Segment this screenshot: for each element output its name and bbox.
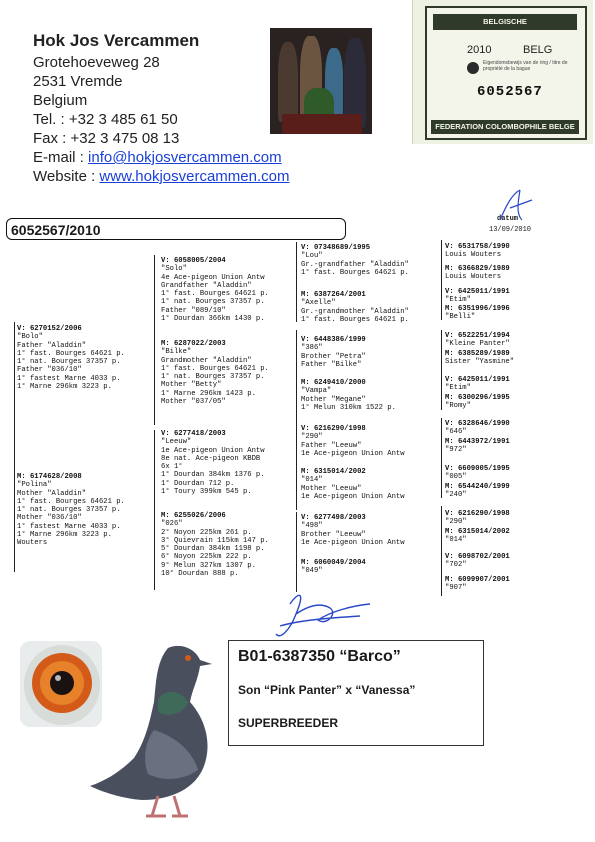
website-row bbox=[33, 167, 289, 186]
info-line: "Kleine Panter" bbox=[445, 340, 510, 349]
info-line: "Bolo" bbox=[17, 333, 43, 342]
info-line: Father "089/10" bbox=[161, 306, 226, 315]
gen4-mother bbox=[445, 438, 510, 455]
info-line: "Vampa" bbox=[301, 387, 332, 396]
info-line: Grandmother "Aladdin" bbox=[161, 356, 252, 365]
pigeon-title: B01-6387350 “Barco” bbox=[238, 648, 401, 665]
ring-line: V: 6425011/1991 bbox=[445, 288, 510, 296]
gen3-father bbox=[301, 336, 366, 369]
ring-line: V: 6531758/1990 bbox=[445, 243, 510, 251]
info-line: Mother "Megane" bbox=[301, 395, 366, 404]
info-line: 1° fast. Bourges 64621 p. bbox=[17, 349, 125, 358]
info-line: 8e nat. Ace-pigeon KBDB bbox=[161, 454, 261, 463]
ring-line: V: 6328646/1990 bbox=[445, 420, 510, 428]
ring-card-footer: FEDERATION COLOMBOPHILE BELGE bbox=[431, 120, 579, 134]
info-line: Grandfather "Aladdin" bbox=[161, 281, 252, 290]
info-line: 1° fast. Bourges 64621 p. bbox=[301, 268, 409, 277]
ring-line: M: 6060049/2004 bbox=[301, 559, 366, 567]
fax: Fax : +32 3 475 08 13 bbox=[33, 130, 180, 147]
address-city: 2531 Vremde bbox=[33, 73, 123, 90]
info-line: "Lou" bbox=[301, 252, 323, 261]
info-line: "240" bbox=[445, 491, 467, 500]
ring-line: M: 6443972/1991 bbox=[445, 438, 510, 446]
info-line: Father "Leeuw" bbox=[301, 441, 362, 450]
info-line: "498" bbox=[301, 522, 323, 531]
ring-year: 2010 bbox=[467, 44, 492, 56]
connector-g4b bbox=[441, 330, 442, 410]
info-line: Mother "Betty" bbox=[161, 381, 222, 390]
ring-line: M: 6366829/1989 bbox=[445, 265, 510, 273]
connector-g3a bbox=[296, 242, 297, 322]
website-link[interactable]: www.hokjosvercammen.com bbox=[99, 168, 290, 185]
ring-line: M: 6315014/2002 bbox=[301, 468, 366, 476]
pigeon-photo bbox=[88, 640, 220, 826]
info-line: Mother "Aladdin" bbox=[17, 489, 87, 498]
info-line: 1° Melun 310km 1522 p. bbox=[301, 403, 396, 412]
info-line: 1e Ace-pigeon Union Antw bbox=[161, 446, 265, 455]
ring-line: M: 6385289/1989 bbox=[445, 350, 510, 358]
info-line: "Bilke" bbox=[161, 348, 192, 357]
info-line: Gr.-grandmother "Aladdin" bbox=[301, 307, 409, 316]
gen4-father bbox=[445, 510, 510, 527]
info-line: 1° Marne 296km 3223 p. bbox=[17, 531, 112, 540]
gen4-father bbox=[445, 376, 510, 393]
ring-line: M: 6387264/2001 bbox=[301, 291, 366, 299]
gen4-father bbox=[445, 420, 510, 437]
connector-g4c bbox=[441, 418, 442, 498]
info-line: "Axelle" bbox=[301, 299, 336, 308]
info-line: 1° fastest Marne 4033 p. bbox=[17, 374, 121, 383]
info-line: 1° fast. Bourges 64621 p. bbox=[161, 290, 269, 299]
gen2-father bbox=[161, 257, 269, 323]
info-line: Louis Wouters bbox=[445, 273, 502, 282]
gen3-father bbox=[301, 244, 409, 277]
info-line: 1e Ace-pigeon Union Antw bbox=[301, 538, 405, 547]
gen4-father bbox=[445, 465, 510, 482]
info-line: 1° nat. Bourges 37357 p. bbox=[17, 358, 121, 367]
ring-line: M: 6315014/2002 bbox=[445, 528, 510, 536]
website-label: Website : bbox=[33, 168, 100, 185]
connector-g1 bbox=[14, 322, 15, 572]
gen4-mother bbox=[445, 576, 510, 593]
connector-g2b bbox=[154, 430, 155, 590]
info-line: 1° fast. Bourges 64621 p. bbox=[161, 364, 269, 373]
signature bbox=[260, 586, 380, 644]
info-line: Father "036/10" bbox=[17, 366, 82, 375]
ring-line: V: 6098702/2001 bbox=[445, 553, 510, 561]
ring-line: V: 07348689/1995 bbox=[301, 244, 371, 252]
gen3-mother bbox=[301, 468, 405, 501]
info-line: "646" bbox=[445, 428, 467, 437]
info-line: 1e Ace-pigeon Union Antw bbox=[301, 449, 405, 458]
gen4-mother bbox=[445, 483, 510, 500]
gen4-mother bbox=[445, 305, 510, 322]
connector-g3d bbox=[296, 512, 297, 592]
info-line: "014" bbox=[445, 536, 467, 545]
ring-line: M: 6099907/2001 bbox=[445, 576, 510, 584]
team-photo bbox=[270, 28, 372, 134]
ring-line: V: 6058005/2004 bbox=[161, 257, 226, 265]
info-line: Father "Bilke" bbox=[301, 360, 362, 369]
info-line: "014" bbox=[301, 476, 323, 485]
address-country: Belgium bbox=[33, 92, 88, 109]
info-line: 1° fast. Bourges 64621 p. bbox=[301, 315, 409, 324]
info-line: 2° Noyon 225km 261 p. bbox=[161, 528, 252, 537]
info-line: "907" bbox=[445, 584, 467, 593]
ring-line: V: 6277498/2003 bbox=[301, 514, 366, 522]
gen4-father bbox=[445, 288, 510, 305]
ring-line: M: 6287022/2003 bbox=[161, 340, 226, 348]
ring-line: V: 6425011/1991 bbox=[445, 376, 510, 384]
gen4-mother bbox=[445, 265, 510, 282]
info-line: 1° Marne 296km 1423 p. bbox=[161, 389, 256, 398]
ring-number: 6052567 bbox=[477, 84, 543, 100]
info-line: 1° nat. Bourges 37357 p. bbox=[17, 506, 121, 515]
connector-g3c bbox=[296, 420, 297, 510]
info-line: Mother "036/10" bbox=[17, 514, 82, 523]
info-line: 10° Dourdan 888 p. bbox=[161, 570, 239, 579]
ring-line: M: 6351996/1996 bbox=[445, 305, 510, 313]
ring-line: M: 6249410/2000 bbox=[301, 379, 366, 387]
email-row bbox=[33, 148, 282, 167]
info-line: "Etim" bbox=[445, 296, 471, 305]
address-street: Grotehoeveweg 28 bbox=[33, 54, 160, 71]
info-line: Brother "Petra" bbox=[301, 352, 366, 361]
info-line: "386" bbox=[301, 344, 323, 353]
ring-line: M: 6300296/1995 bbox=[445, 394, 510, 402]
datum-value: 13/09/2010 bbox=[489, 226, 532, 234]
ring-line: V: 6609005/1995 bbox=[445, 465, 510, 473]
pedigree-id: 6052567/2010 bbox=[6, 218, 346, 240]
connector-g4d bbox=[441, 506, 442, 596]
ring-card-header: BELGISCHE DUIVENLIEFHEBBERSBOND bbox=[433, 14, 577, 30]
info-line: "Solo" bbox=[161, 265, 187, 274]
ring-dot-icon bbox=[467, 62, 479, 74]
info-line: 1e Ace-pigeon Union Antw bbox=[301, 492, 405, 501]
ring-line: V: 6448386/1999 bbox=[301, 336, 366, 344]
info-line: Brother "Leeuw" bbox=[301, 530, 366, 539]
info-line: "005" bbox=[445, 473, 467, 482]
ring-country: BELG bbox=[523, 44, 553, 56]
info-line: "049" bbox=[301, 567, 323, 576]
email-link[interactable]: info@hokjosvercammen.com bbox=[88, 149, 282, 166]
ring-line: M: 6544240/1999 bbox=[445, 483, 510, 491]
connector-g2a bbox=[154, 255, 155, 425]
gen3-mother bbox=[301, 559, 366, 576]
info-line: 1° nat. Bourges 37357 p. bbox=[161, 298, 265, 307]
gen3-father bbox=[301, 514, 405, 547]
info-line: "702" bbox=[445, 561, 467, 570]
info-line: "290" bbox=[445, 518, 467, 527]
info-line: Louis Wouters bbox=[445, 251, 502, 260]
info-line: "026" bbox=[161, 520, 183, 529]
pigeon-parents: Son “Pink Panter” x “Vanessa” bbox=[238, 683, 416, 697]
info-line: Gr.-grandfather "Aladdin" bbox=[301, 260, 409, 269]
gen4-father bbox=[445, 332, 510, 349]
ring-line: M: 6174628/2008 bbox=[17, 473, 82, 481]
info-line: Sister "Yasmine" bbox=[445, 358, 515, 367]
info-line: 6x 1° bbox=[161, 463, 183, 472]
initials-signature bbox=[492, 186, 538, 226]
info-line: 5° Dourdan 384km 1198 p. bbox=[161, 545, 265, 554]
ring-line: M: 6255026/2006 bbox=[161, 512, 226, 520]
info-line: 1° Dourdan 384km 1376 p. bbox=[161, 471, 265, 480]
gen3-father bbox=[301, 425, 405, 458]
connector-g4a bbox=[441, 240, 442, 320]
ring-line: V: 6277418/2003 bbox=[161, 430, 226, 438]
gen3-mother bbox=[301, 379, 396, 412]
phone: Tel. : +32 3 485 61 50 bbox=[33, 111, 178, 128]
ring-line: V: 6216290/1998 bbox=[301, 425, 366, 433]
gen2-mother bbox=[161, 512, 269, 578]
info-line: "Leeuw" bbox=[161, 438, 192, 447]
info-line: "972" bbox=[445, 446, 467, 455]
info-line: "Etim" bbox=[445, 384, 471, 393]
info-line: 1° Toury 399km 545 p. bbox=[161, 488, 252, 497]
info-line: 1° Dourdan 366km 1430 p. bbox=[161, 315, 265, 324]
email-label: E-mail : bbox=[33, 149, 89, 166]
ring-line: V: 6270152/2006 bbox=[17, 325, 82, 333]
info-line: 9° Melun 327km 1307 p. bbox=[161, 561, 256, 570]
info-line: "Polina" bbox=[17, 481, 52, 490]
info-line: 3° Quievrain 115km 147 p. bbox=[161, 536, 269, 545]
info-line: 1° Dourdan 712 p. bbox=[161, 479, 235, 488]
ring-certificate bbox=[412, 0, 593, 144]
ring-line: V: 6522251/1994 bbox=[445, 332, 510, 340]
info-line: Mother "Leeuw" bbox=[301, 484, 362, 493]
gen1-father bbox=[17, 325, 125, 391]
info-line: Wouters bbox=[17, 539, 48, 548]
breeder-name: Hok Jos Vercammen bbox=[33, 31, 200, 50]
connector-g3b bbox=[296, 330, 297, 420]
datum-label: datum bbox=[497, 215, 519, 223]
ring-ownership-text: Eigendomsbewijs van de ring / titre de propriété de la bague bbox=[483, 60, 568, 72]
info-line: 1° fast. Bourges 64621 p. bbox=[17, 497, 125, 506]
gen3-mother bbox=[301, 291, 409, 324]
info-line: 1° nat. Bourges 37357 p. bbox=[161, 373, 265, 382]
info-line: Father "Aladdin" bbox=[17, 341, 87, 350]
gen4-mother bbox=[445, 528, 510, 545]
gen2-mother bbox=[161, 340, 269, 406]
info-line: "290" bbox=[301, 433, 323, 442]
gen4-father bbox=[445, 553, 510, 570]
info-line: 4e Ace-pigeon Union Antw bbox=[161, 273, 265, 282]
info-line: "Belli" bbox=[445, 313, 476, 322]
pigeon-tag: SUPERBREEDER bbox=[238, 716, 339, 730]
info-line: 6° Noyon 225km 222 p. bbox=[161, 553, 252, 562]
gen4-mother bbox=[445, 350, 514, 367]
info-line: Mother "037/05" bbox=[161, 398, 226, 407]
gen4-father bbox=[445, 243, 510, 260]
info-line: 1° Marne 296km 3223 p. bbox=[17, 383, 112, 392]
gen2-father bbox=[161, 430, 265, 496]
gen4-mother bbox=[445, 394, 510, 411]
gen1-mother bbox=[17, 473, 125, 548]
info-line: 1° fastest Marne 4033 p. bbox=[17, 522, 121, 531]
ring-line: V: 6216290/1998 bbox=[445, 510, 510, 518]
info-line: "Romy" bbox=[445, 402, 471, 411]
